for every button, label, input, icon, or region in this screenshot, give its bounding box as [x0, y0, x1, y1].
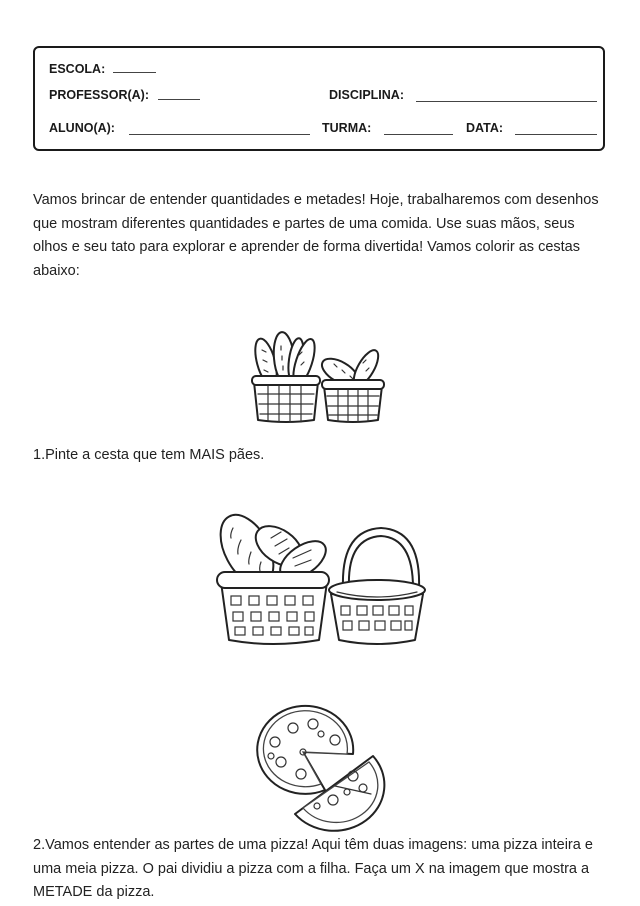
professor-label: PROFESSOR(A): [49, 88, 149, 102]
whole-and-half-pizza-illustration [255, 706, 395, 824]
aluno-label: ALUNO(A): [49, 121, 115, 135]
data-field[interactable] [515, 134, 597, 135]
full-and-empty-baskets-illustration [215, 510, 425, 650]
escola-label: ESCOLA: [49, 62, 106, 76]
question-1-text: 1.Pinte a cesta que tem MAIS pães. [33, 447, 265, 463]
intro-paragraph: Vamos brincar de entender quantidades e metades! Hoje, trabalharemos com desenhos que mostram diferentes quantidades e partes de uma comida. Use suas mãos, seus olhos e seu tato para explorar e aprender de forma divertida! Vamos colorir as cestas abaixo: [33, 192, 599, 279]
bread-baskets-illustration [248, 334, 388, 426]
professor-field[interactable] [158, 99, 200, 100]
data-label: DATA: [466, 121, 504, 135]
disciplina-field[interactable] [416, 101, 597, 102]
turma-field[interactable] [384, 134, 453, 135]
question-2-text: 2.Vamos entender as partes de uma pizza! Aqui têm duas imagens: uma pizza inteira e uma meia pizza. O pai dividiu a pizza com a filha. Faça um X na imagem que mostra a METADE da pizza. [33, 837, 593, 900]
disciplina-label: DISCIPLINA: [329, 88, 404, 102]
turma-label: TURMA: [322, 121, 372, 135]
escola-field[interactable] [113, 72, 156, 73]
aluno-field[interactable] [129, 134, 310, 135]
